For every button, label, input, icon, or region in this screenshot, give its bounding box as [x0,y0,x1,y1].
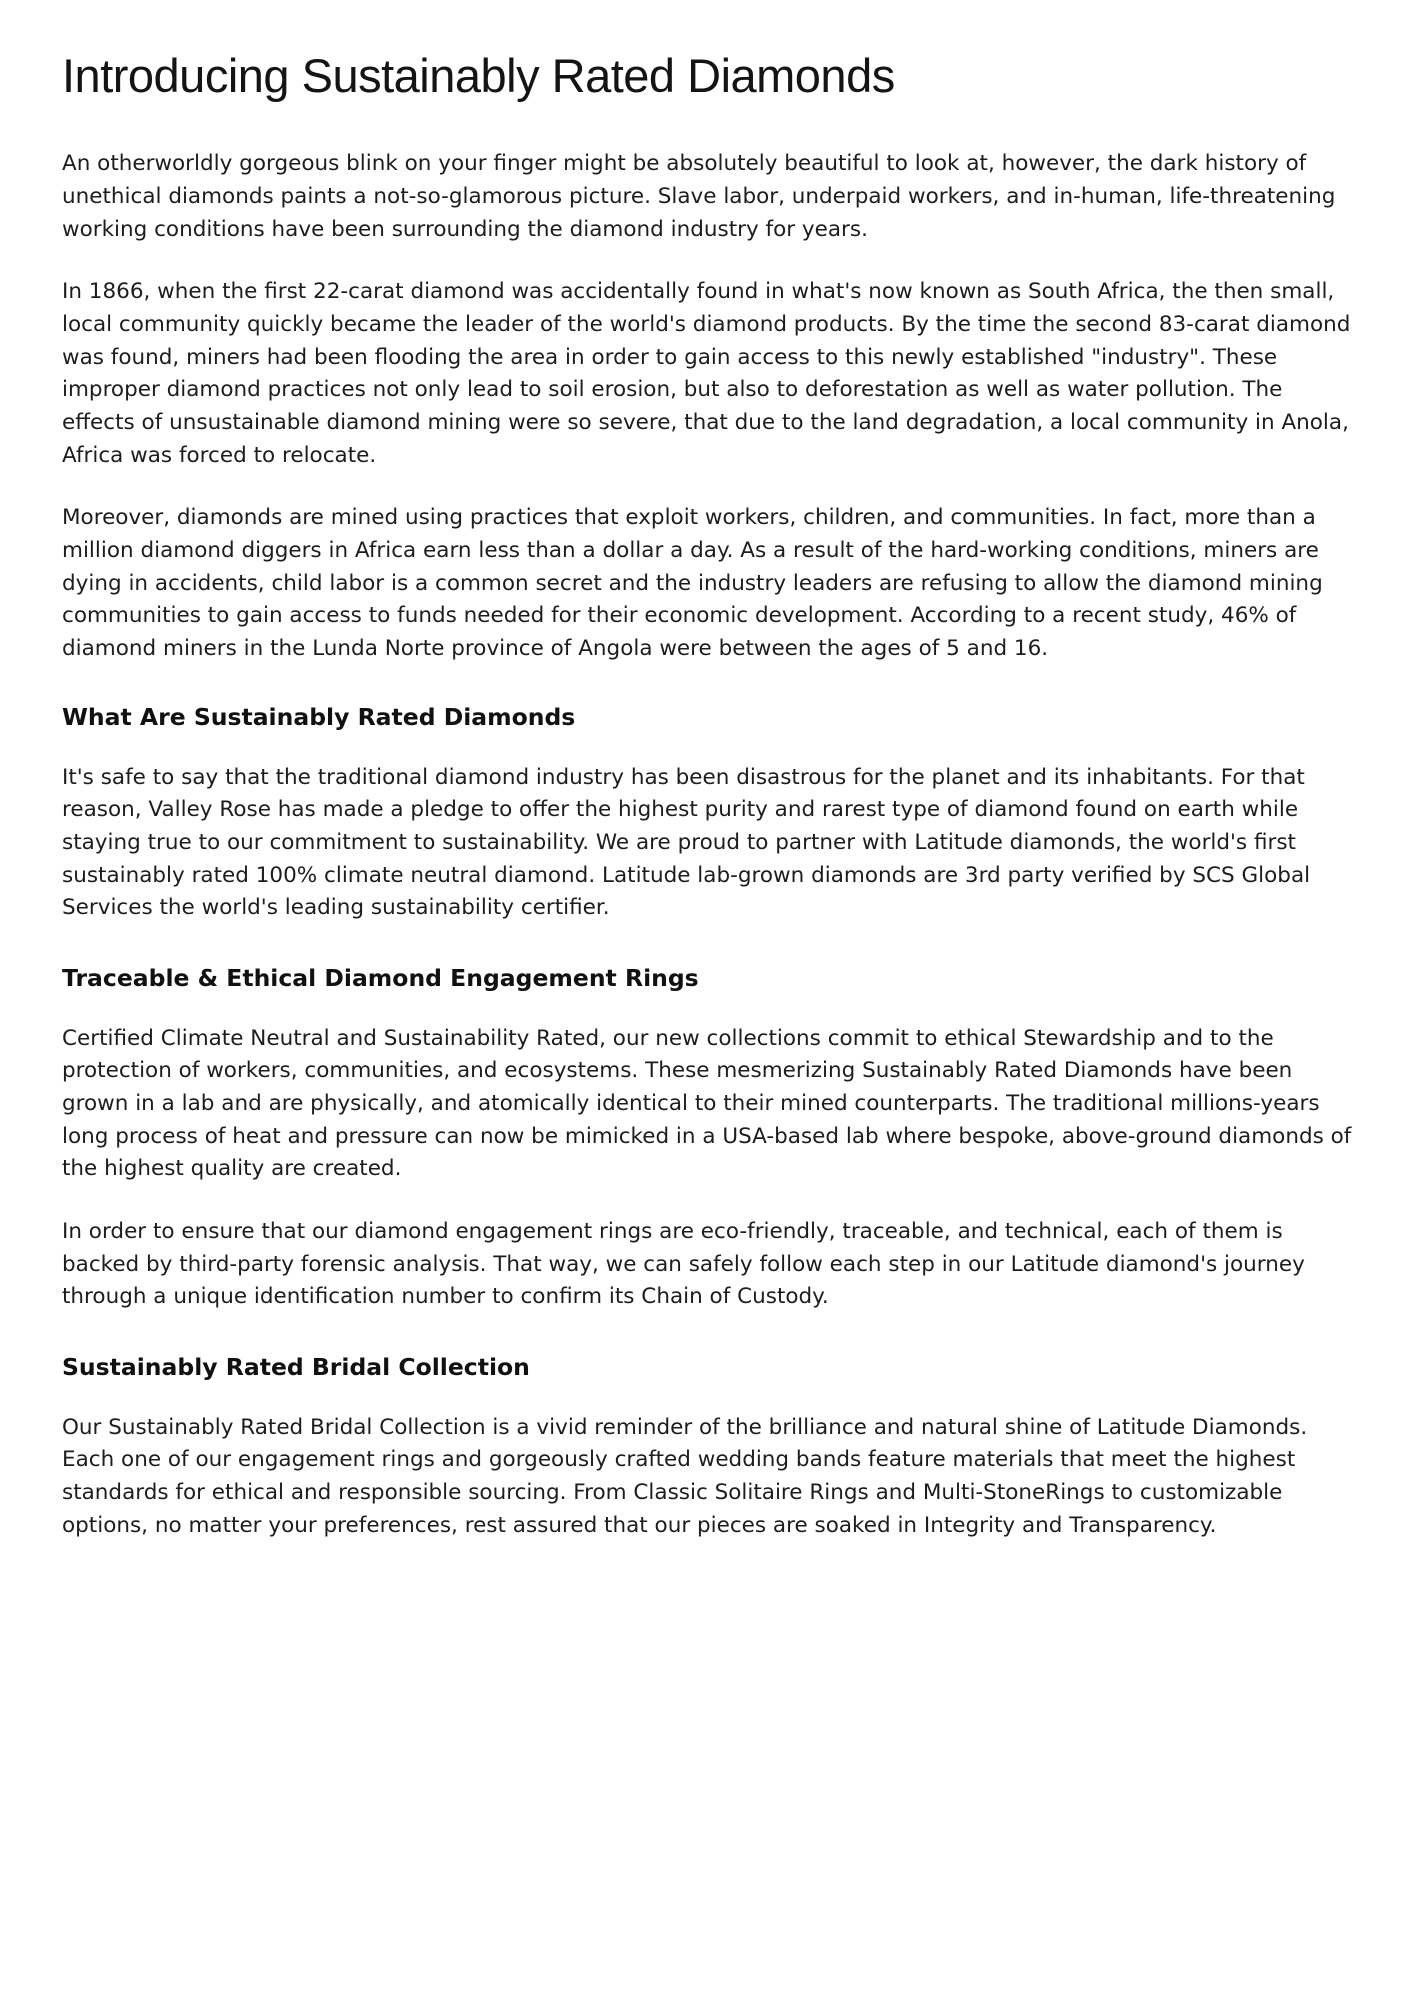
page-title: Introducing Sustainably Rated Diamonds [62,49,895,102]
traceable-paragraph-1: Certified Climate Neutral and Sustainability Rated, our new collections commit to ethical Stewardship and to the protection of workers, communities, and ecosystems. These mesmerizing Sustainably Rated Diamonds have been grown in a lab and are physically, and atomically identical to their mined counterparts. The traditional millions-years long process of heat and pressure can now be mimicked in a USA-based lab where bespoke, above-ground diamonds of the highest quality are created. [62,1025,1352,1182]
heading-sustainably-rated-bridal-collection: Sustainably Rated Bridal Collection [62,1352,530,1381]
bottom-spacer [62,1572,1352,1692]
heading-what-are-sustainably-rated-diamonds: What Are Sustainably Rated Diamonds [62,702,576,731]
heading-traceable-ethical-diamond-engagement-rings: Traceable & Ethical Diamond Engagement Rings [62,963,699,992]
intro-paragraph-1: An otherworldly gorgeous blink on your finger might be absolutely beautiful to look at, however, the dark history of unethical diamonds paints a not-so-glamorous picture. Slave labor, underpaid workers, and in-human, life-threatening working conditions have been surrounding the diamond industry for years. [62,151,1336,242]
what-are-paragraph: It's safe to say that the traditional diamond industry has been disastrous for the planet and its inhabitants. For that reason, Valley Rose has made a pledge to offer the highest purity and rarest type of diamond found on earth while staying true to our commitment to sustainability. We are proud to partner with Latitude diamonds, the world's first sustainably rated 100% climate neutral diamond. Latitude lab-grown diamonds are 3rd party verified by SCS Global Services the world's leading sustainability certifier. [62,764,1311,921]
labor-paragraph: Moreover, diamonds are mined using practices that exploit workers, children, and communities. In fact, more than a million diamond diggers in Africa earn less than a dollar a day. As a result of the hard-working conditions, miners are dying in accidents, child labor is a common secret and the industry leaders are refusing to allow the diamond mining communities to gain access to funds needed for their economic development. According to a recent study, 46% of diamond miners in the Lunda Norte province of Angola were between the ages of 5 and 16. [62,505,1323,662]
bridal-collection-paragraph: Our Sustainably Rated Bridal Collection is a vivid reminder of the brilliance and natural shine of Latitude Diamonds. Each one of our engagement rings and gorgeously crafted wedding bands feature materials that meet the highest standards for ethical and responsible sourcing. From Classic Solitaire Rings and Multi-StoneRings to customizable options, no matter your preferences, rest assured that our pieces are soaked in Integrity and Transparency. [62,1414,1308,1538]
traceable-paragraph-2: In order to ensure that our diamond engagement rings are eco-friendly, traceable, and technical, each of them is backed by third-party forensic analysis. That way, we can safely follow each step in our Latitude diamond's journey through a unique identification number to confirm its Chain of Custody. [62,1218,1305,1310]
history-paragraph: In 1866, when the first 22-carat diamond was accidentally found in what's now known as South Africa, the then small, local community quickly became the leader of the world's diamond products. By the time the second 83-carat diamond was found, miners had been flooding the area in order to gain access to this newly established "industry". These improper diamond practices not only lead to soil erosion, but also to deforestation as well as water pollution. The effects of unsustainable diamond mining were so severe, that due to the land degradation, a local community in Anola, Africa was forced to relocate. [62,279,1351,468]
